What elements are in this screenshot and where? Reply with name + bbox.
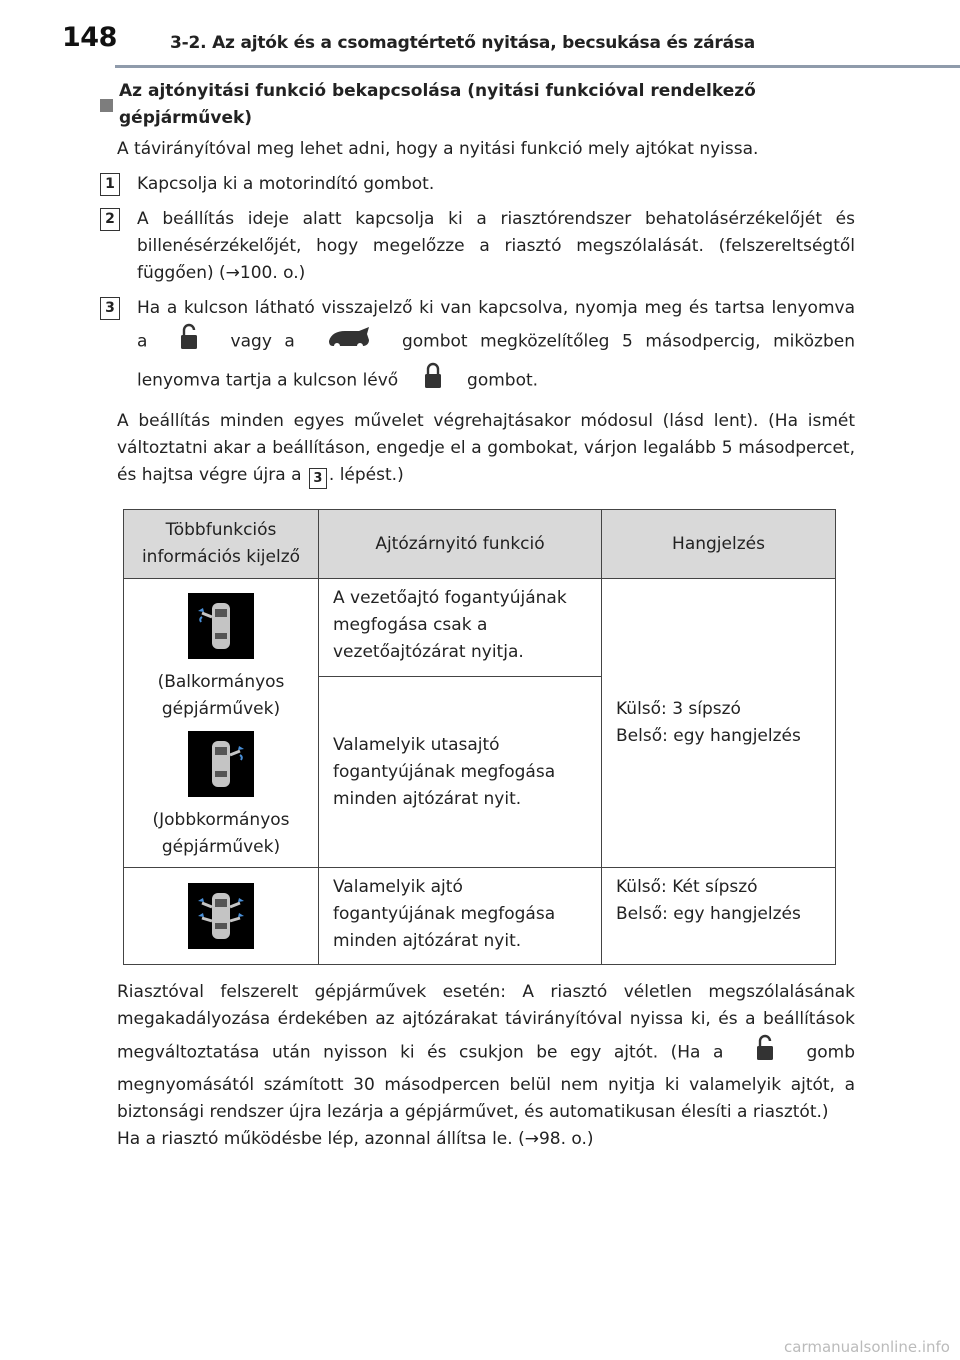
step-text: gombot megközelítőleg 5 másodpercig, miközben lenyomva tartja a kulcson lévő (137, 331, 855, 391)
table-row (124, 868, 836, 965)
table-row (124, 579, 836, 677)
alarm-note-text-cont: gomb megnyomásától számított 30 másodpercen belül nem nyitja ki valamelyik ajtót, a biztonsági rendszer újra lezárja a gépjárművet, és automatikusan élesíti a riasztót.) (117, 1042, 856, 1122)
step-1 (100, 171, 855, 198)
step-text: vagy a (230, 331, 295, 352)
alarm-stop-note: Ha a riasztó működésbe lép, azonnal állítsa le. (→98. o.) (117, 1129, 594, 1149)
car-passenger-door-icon (188, 731, 254, 797)
rhd-label: (Jobbkormányos gépjárművek) (152, 810, 290, 857)
step-text: gombot. (467, 370, 539, 391)
step-text: Ha a kulcson látható visszajelző ki van kapcsolva, nyomja meg és tartsa lenyomva a (137, 298, 855, 352)
step-number: 1 (100, 173, 120, 196)
chapter-title: 3-2. Az ajtók és a csomagtértető nyitása, becsukása és zárása (170, 33, 756, 53)
main-content (100, 78, 855, 1161)
beep-outer: Külső: Két sípszó (616, 877, 758, 897)
sound-cell-3-beeps (602, 579, 836, 868)
intro-text: A távirányítóval meg lehet adni, hogy a nyitási funkció mely ajtókat nyissa. (117, 139, 759, 159)
beep-outer: Külső: 3 sípszó (616, 699, 741, 719)
car-driver-door-icon (188, 593, 254, 659)
display-cell-all-doors (124, 868, 319, 965)
page-header (0, 0, 960, 70)
unlock-icon (178, 322, 200, 361)
trunk-car-icon (325, 325, 371, 358)
settings-table (123, 509, 836, 965)
function-cell-all: Valamelyik ajtó fogantyújának megfogása minden ajtózárat nyit. (319, 868, 602, 965)
step-reference: 3 (309, 468, 327, 489)
note-text: A beállítás minden egyes művelet végrehajtásakor módosul (lásd lent). (Ha ismét változtatni akar a beállításon, engedje el a gombokat, várjon legalább 5 másodpercet, és hajtsa végre újra a (117, 411, 855, 485)
alarm-note-text: Riasztóval felszerelt gépjárművek esetén: A riasztó véletlen megszólalásának megakadályozása érdekében az ajtózárakat távirányítóval nyissa ki, és a beállítások megváltoztatása után nyisson ki és csukjon be egy ajtót. (Ha a (117, 982, 855, 1063)
lhd-label: (Balkormányos gépjárművek) (157, 672, 285, 719)
sound-cell-2-beeps (602, 868, 836, 965)
square-bullet-icon (100, 99, 113, 112)
alarm-note (117, 979, 855, 1126)
unlock-icon (754, 1033, 776, 1072)
step-text: Kapcsolja ki a motorindító gombot. (137, 174, 435, 194)
header-divider (115, 65, 960, 68)
watermark: carmanualsonline.info (784, 1338, 950, 1356)
column-header-sound: Hangjelzés (602, 510, 836, 579)
column-header-function: Ajtózárnyitó funkció (319, 510, 602, 579)
beep-inner: Belső: egy hangjelzés (616, 726, 801, 746)
function-cell-passenger: Valamelyik utasajtó fogantyújának megfogása minden ajtózárat nyit. (319, 677, 602, 868)
repeat-note (117, 408, 855, 489)
section-heading (100, 78, 855, 132)
car-doors-icon (188, 883, 254, 949)
step-2 (100, 206, 855, 287)
page-number: 148 (62, 22, 117, 53)
table-header-row (124, 510, 836, 579)
column-header-display: Többfunkciós információs kijelző (124, 510, 319, 579)
step-number: 3 (100, 297, 120, 320)
step-number: 2 (100, 208, 120, 231)
display-cell-driver (124, 579, 319, 868)
step-3 (100, 295, 855, 400)
lock-icon (422, 361, 444, 400)
step-text: A beállítás ideje alatt kapcsolja ki a riasztórendszer behatolásérzékelőjét és billenésérzékelőjét, hogy megelőzze a riasztó megszólalását. (felszereltségtől függően) (→100. o.) (137, 209, 855, 283)
note-text-end: . lépést.) (328, 465, 404, 485)
beep-inner: Belső: egy hangjelzés (616, 904, 801, 924)
section-heading-text: Az ajtónyitási funkció bekapcsolása (nyitási funkcióval rendelkező gépjárművek) (119, 81, 756, 128)
function-cell-driver: A vezetőajtó fogantyújának megfogása csak a vezetőajtózárat nyitja. (319, 579, 602, 677)
